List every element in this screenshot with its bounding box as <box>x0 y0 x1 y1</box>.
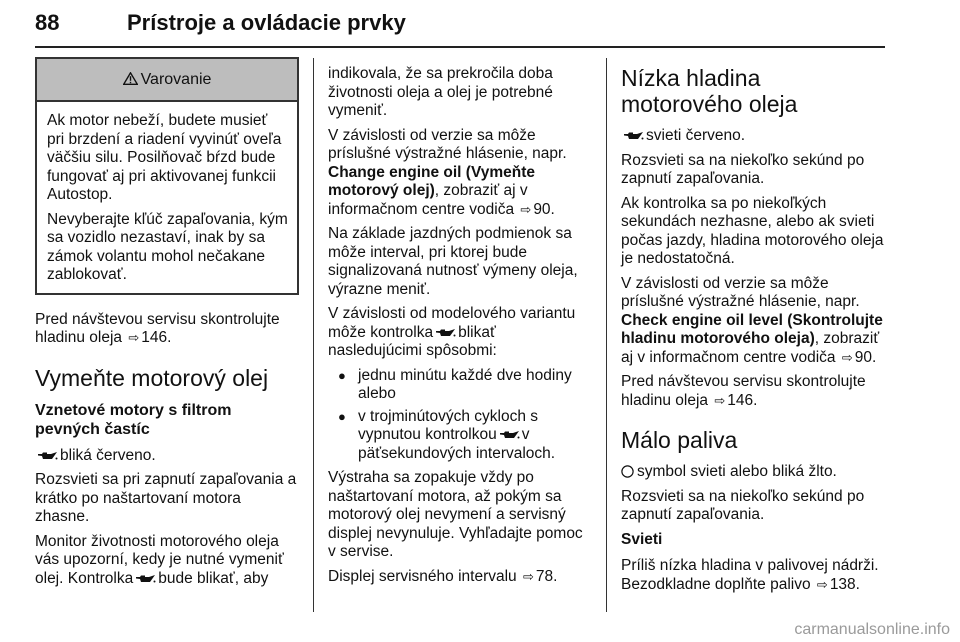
page-reference-icon: ⇨ <box>841 349 853 365</box>
chapter-title: Prístroje a ovládacie prvky <box>127 10 406 35</box>
paragraph-text: V závislosti od modelového variantu môže kontrolka <box>328 305 576 341</box>
paragraph-text: svieti červeno. <box>646 127 746 144</box>
oil-can-icon <box>499 429 520 440</box>
column-divider <box>606 58 607 612</box>
paragraph <box>621 373 887 410</box>
paragraph-text: , zobraziť aj v informačnom centre vodiča <box>621 330 880 366</box>
watermark: carmanualsonline.info <box>794 621 950 638</box>
warning-box <box>35 57 299 295</box>
subsection-heading: Vznetové motory s filtrom pevných častíc <box>35 401 232 438</box>
list-item <box>328 408 592 464</box>
paragraph <box>621 557 887 594</box>
message-text: Check engine oil level (Skontrolujte hladinu motorového oleja) <box>621 311 883 347</box>
warning-triangle-icon <box>123 72 138 85</box>
list-item: ● jednu minútu každé dve hodiny alebo <box>328 367 592 404</box>
header-rule <box>35 46 885 48</box>
paragraph-text: bude blikať, aby <box>158 569 269 587</box>
paragraph <box>621 127 887 146</box>
paragraph: Výstraha sa zopakuje vždy po naštartovaní motora, až pokým sa motorový olej nevymení a servisný displej nevynuluje. Vyhľadajte pomoc v servise. <box>328 469 583 560</box>
paragraph <box>328 305 592 361</box>
page-reference[interactable]: 78. <box>535 567 558 585</box>
paragraph-text: symbol svieti alebo bliká žlto. <box>637 463 837 480</box>
paragraph <box>35 533 299 589</box>
warning-paragraph: Ak motor nebeží, budete musieť pri brzdení a riadení vyvinúť oveľa väčšiu silu. Posilňovač bŕzd bude fungovať aj pri aktivovanej funkcii Autostop. <box>47 112 282 203</box>
paragraph <box>621 275 887 368</box>
warning-body <box>37 102 297 293</box>
page-reference[interactable]: 90. <box>854 348 877 366</box>
paragraph: Na základe jazdných podmienok sa môže interval, pri ktorej bude signalizovaná nutnosť výmeny oleja, výrazne meniť. <box>328 225 578 298</box>
page-reference-icon: ⇨ <box>522 568 534 584</box>
page-number: 88 <box>35 10 60 35</box>
paragraph-text: blikať nasledujúcimi spôsobmi: <box>328 323 497 359</box>
paragraph-text: Príliš nízka hladina v palivovej nádrži. Bezodkladne doplňte palivo <box>621 557 879 593</box>
oil-can-icon <box>37 450 58 461</box>
paragraph: Rozsvieti sa pri zapnutí zapaľovania a krátko po naštartovaní motora zhasne. <box>35 471 297 525</box>
paragraph <box>328 568 592 587</box>
warning-header <box>37 59 297 102</box>
paragraph <box>328 127 592 220</box>
column-divider <box>313 58 314 612</box>
page-header <box>35 10 885 50</box>
page-reference[interactable]: 146. <box>727 391 758 409</box>
column-1 <box>35 57 299 594</box>
page-reference-icon: ⇨ <box>128 330 140 345</box>
paragraph <box>621 463 887 482</box>
paragraph-text: Pred návštevou servisu skontrolujte hladinu oleja <box>35 310 280 346</box>
paragraph <box>35 447 299 466</box>
oil-can-icon <box>135 573 156 584</box>
paragraph: Rozsvieti sa na niekoľko sekúnd po zapnutí zapaľovania. <box>621 487 865 523</box>
column-2 <box>328 65 592 592</box>
list-item-text: v päťsekundových intervaloch. <box>358 426 556 462</box>
paragraph-text: V závislosti od verzie sa môže príslušné výstražné hlásenie, napr. <box>621 274 860 310</box>
section-heading: Málo paliva <box>621 427 738 453</box>
oil-can-icon <box>435 327 456 338</box>
page-reference[interactable]: 138. <box>829 575 860 593</box>
paragraph: Rozsvieti sa na niekoľko sekúnd po zapnutí zapaľovania. <box>621 151 865 187</box>
page-reference[interactable]: 146. <box>141 329 172 346</box>
page-reference-icon: ⇨ <box>520 201 532 217</box>
paragraph-text: bliká červeno. <box>60 446 156 464</box>
page-reference[interactable]: 90. <box>533 200 555 218</box>
oil-can-icon <box>623 130 644 141</box>
paragraph-text: Displej servisného intervalu <box>328 567 517 585</box>
subheading: Svieti <box>621 530 663 548</box>
list-item-text: v trojminútových cykloch s vypnutou kontrolkou <box>358 407 539 443</box>
paragraph-text: V závislosti od verzie sa môže príslušné výstražné hlásenie, napr. <box>328 126 567 162</box>
paragraph-text: , zobraziť aj v informačnom centre vodiča <box>328 182 528 218</box>
section-heading: Vymeňte motorový olej <box>35 364 269 391</box>
paragraph <box>35 311 299 348</box>
column-3 <box>621 65 887 600</box>
fuel-pump-icon <box>621 465 634 478</box>
paragraph-text: Pred návštevou servisu skontrolujte hladinu oleja <box>621 373 866 409</box>
page-reference-icon: ⇨ <box>816 576 828 592</box>
warning-paragraph: Nevyberajte kľúč zapaľovania, kým sa vozidlo nezastaví, inak by sa zámok volantu mohol nečakane zablokovať. <box>47 210 288 283</box>
warning-title: Varovanie <box>140 71 212 88</box>
paragraph: indikovala, že sa prekročila doba životnosti oleja a olej je potrebné vymeniť. <box>328 65 553 119</box>
bullet-list <box>328 367 592 464</box>
page-reference-icon: ⇨ <box>714 392 726 408</box>
section-heading: Nízka hladina motorového oleja <box>621 65 798 117</box>
paragraph-text: Monitor životnosti motorového oleja vás upozorní, kedy je nutné vymeniť olej. Kontrolka <box>35 532 284 587</box>
message-text: Change engine oil (Vymeňte motorový olej) <box>328 163 535 199</box>
paragraph: Ak kontrolka sa po niekoľkých sekundách nezhasne, alebo ak svieti počas jazdy, hladina motorového oleja je nedostatočná. <box>621 194 884 267</box>
